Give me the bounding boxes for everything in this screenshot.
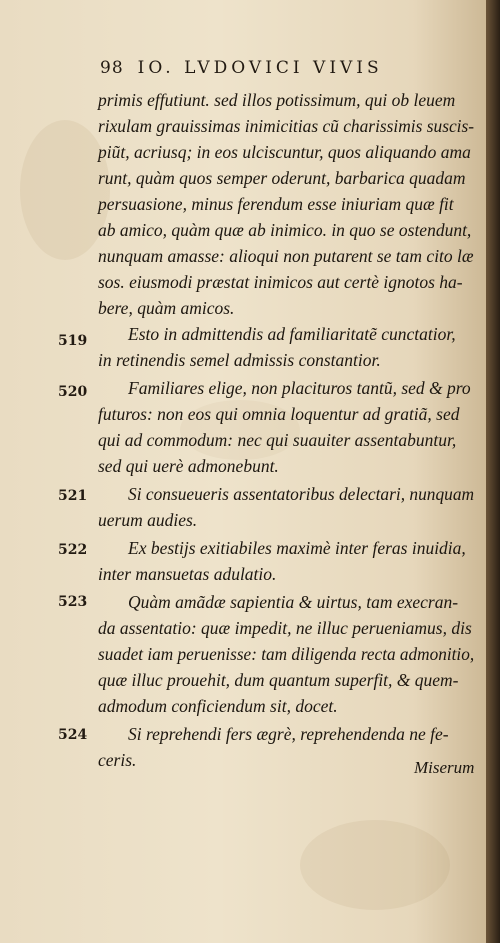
text-line: futuros: non eos qui omnia loquentur ad gratiã, sed: [98, 404, 460, 424]
text-line: uerum audies.: [98, 510, 198, 530]
running-header: [100, 58, 383, 78]
paper-stain: [300, 820, 450, 910]
text-line: Familiares elige, non placituros tantũ, sed & pro: [128, 378, 471, 398]
text-line: bere, quàm amicos.: [98, 298, 235, 318]
section-number: 524: [58, 727, 88, 743]
text-line: Si reprehendi fers ægrè, reprehendenda ne fe-: [128, 724, 449, 744]
section-number: 520: [58, 384, 88, 400]
text-line: persuasione, minus ferendum esse iniuriam quæ fit: [98, 194, 454, 214]
text-line: da assentatio: quæ impedit, ne illuc perueniamus, dis: [98, 618, 472, 638]
text-line: runt, quàm quos semper oderunt, barbarica quadam: [98, 168, 466, 188]
text-line: quæ illuc prouehit, dum quantum superfit, & quem-: [98, 670, 459, 690]
section-number: 521: [58, 488, 88, 504]
book-spine: [486, 0, 500, 943]
text-line: Ex bestijs exitiabiles maximè inter feras inuidia,: [128, 538, 466, 558]
section-number: 523: [58, 594, 88, 610]
section-number: 519: [58, 333, 88, 349]
text-line: piũt, acriusq; in eos ulciscuntur, quos aliquando ama: [98, 142, 471, 162]
text-line: nunquam amasse: alioqui non putarent se tam cito læ: [98, 246, 474, 266]
text-line: in retinendis semel admissis constantior.: [98, 350, 381, 370]
text-line: rixulam grauissimas inimicitias cũ charissimis suscis-: [98, 116, 475, 136]
section-number: 522: [58, 542, 88, 558]
text-line: ceris.: [98, 750, 137, 770]
paper-stain: [20, 120, 110, 260]
text-line: admodum conficiendum sit, docet.: [98, 696, 338, 716]
text-line: Quàm amãdæ sapientia & uirtus, tam execran-: [128, 592, 459, 612]
text-line: Esto in admittendis ad familiaritatẽ cunctatior,: [128, 324, 456, 344]
text-line: sos. eiusmodi præstat inimicos aut certè ignotos ha-: [98, 272, 463, 292]
running-title: IO. LVDOVICI VIVIS: [137, 58, 383, 78]
text-line: qui ad commodum: nec qui suauiter assentabuntur,: [98, 430, 457, 450]
text-line: suadet iam peruenisse: tam diligenda recta admonitio,: [98, 644, 475, 664]
catchword: Miserum: [414, 758, 475, 777]
text-line: ab amico, quàm quæ ab inimico. in quo se ostendunt,: [98, 220, 472, 240]
text-line: primis effutiunt. sed illos potissimum, qui ob leuem: [98, 90, 456, 110]
text-line: sed qui uerè admonebunt.: [98, 456, 279, 476]
page-number: 98: [100, 58, 124, 78]
text-line: inter mansuetas adulatio.: [98, 564, 277, 584]
text-line: Si consueueris assentatoribus delectari, nunquam: [128, 484, 475, 504]
